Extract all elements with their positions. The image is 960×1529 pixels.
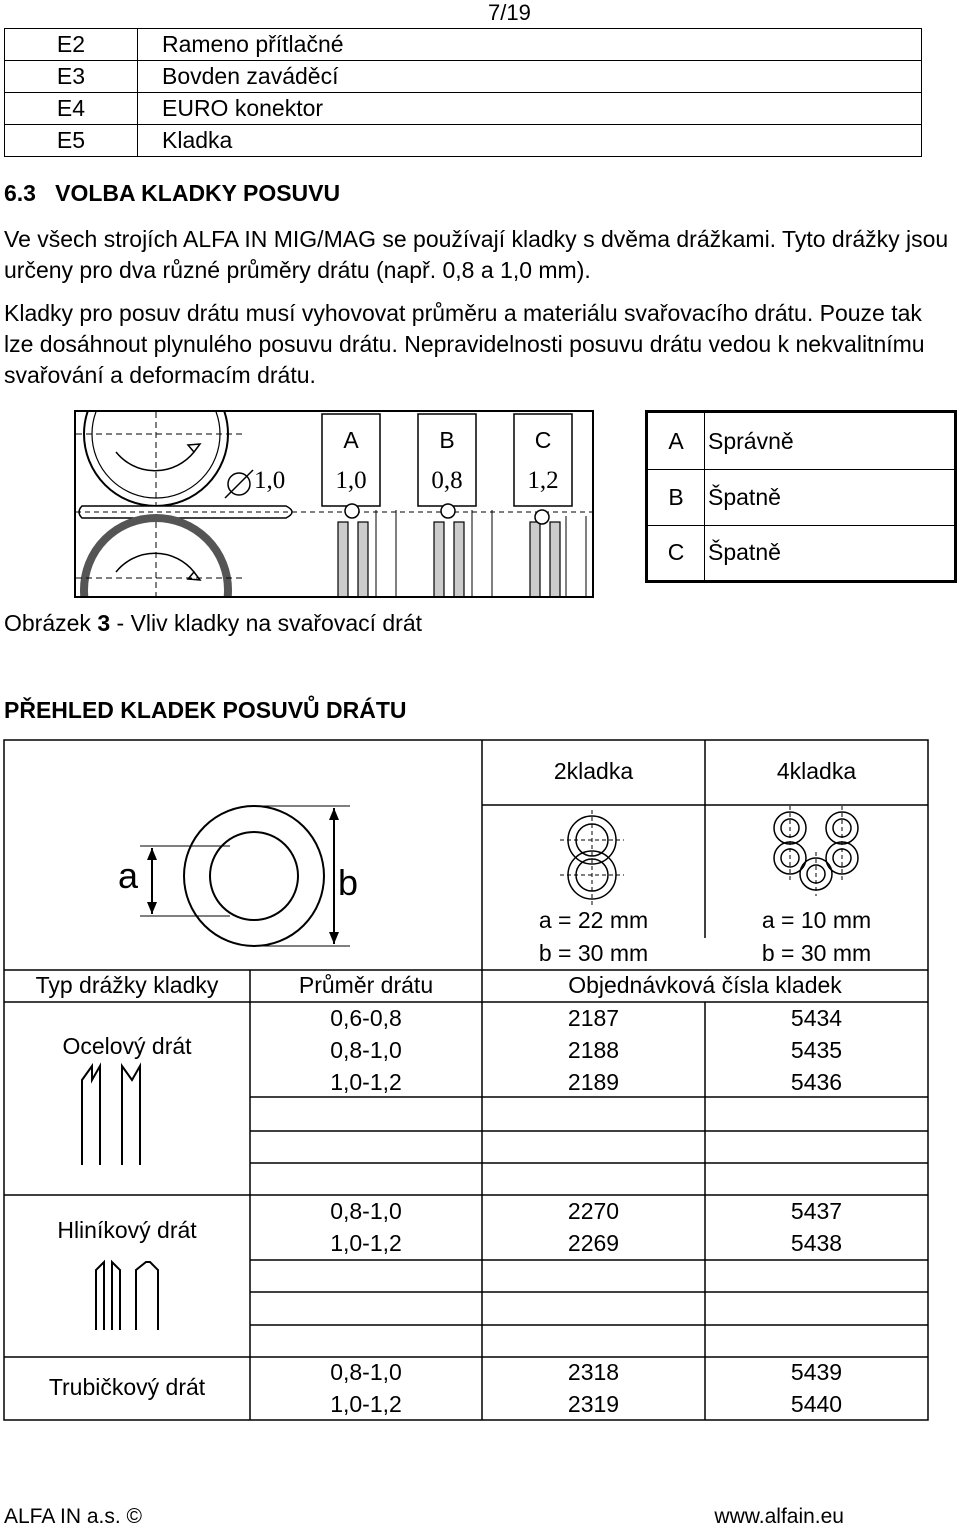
order-2: 2187 — [567, 1005, 620, 1031]
part-code: E3 — [5, 61, 138, 93]
col-2kladka: 2kladka — [553, 758, 634, 784]
part-name: Rameno přítlačné — [138, 29, 922, 61]
head-diameter: Průměr drátu — [298, 972, 434, 998]
dim-4-b: b = 30 mm — [761, 940, 872, 966]
legend-value: Správně — [708, 428, 794, 454]
wire-diameter: 1,0-1,2 — [330, 1069, 402, 1095]
legend-value: Špatně — [708, 484, 781, 510]
wire-diameter: 1,0-1,2 — [330, 1391, 402, 1417]
order-2: 2319 — [567, 1391, 620, 1417]
part-code: E5 — [5, 125, 138, 157]
order-4: 5435 — [790, 1037, 843, 1063]
order-4: 5434 — [790, 1005, 843, 1031]
dim-2-b: b = 30 mm — [538, 940, 649, 966]
order-2: 2188 — [567, 1037, 620, 1063]
page-number: 7/19 — [488, 0, 531, 25]
wire-diameter: 0,6-0,8 — [330, 1005, 402, 1031]
groove-value: 0,8 — [431, 467, 463, 494]
group-name: Trubičkový drát — [48, 1374, 206, 1400]
order-2: 2270 — [567, 1198, 620, 1224]
legend-key: C — [648, 525, 705, 580]
order-4: 5440 — [790, 1391, 843, 1417]
legend-key: B — [648, 469, 705, 525]
part-name: Bovden zaváděcí — [138, 61, 922, 93]
dim-b-label: b — [338, 862, 359, 903]
part-name: Kladka — [138, 125, 922, 157]
wire-diameter: 1,0-1,2 — [330, 1230, 402, 1256]
legend-key: A — [648, 413, 705, 469]
footer-company: ALFA IN a.s. © — [4, 1505, 143, 1528]
order-4: 5437 — [790, 1198, 843, 1224]
order-2: 2269 — [567, 1230, 620, 1256]
groove-key: A — [343, 427, 359, 453]
footer-website[interactable]: www.alfain.eu — [714, 1505, 844, 1528]
dim-2-a: a = 22 mm — [538, 907, 649, 933]
wire-diameter: 0,8-1,0 — [330, 1359, 402, 1385]
wire-diameter-label: 1,0 — [254, 467, 286, 494]
legend-value: Špatně — [708, 539, 781, 565]
caption-number: 3 — [97, 610, 111, 636]
section-title: 6.3 VOLBA KLADKY POSUVU — [4, 180, 341, 206]
col-4kladka: 4kladka — [776, 758, 857, 784]
wire-diameter: 0,8-1,0 — [330, 1037, 402, 1063]
dim-a-label: a — [118, 855, 139, 896]
groove-key: B — [439, 427, 455, 453]
section2-title: PŘEHLED KLADEK POSUVŮ DRÁTU — [4, 697, 407, 723]
head-type: Typ drážky kladky — [35, 972, 219, 998]
groove-value: 1,0 — [335, 467, 367, 494]
order-2: 2189 — [567, 1069, 620, 1095]
groove-value: 1,2 — [527, 467, 559, 494]
order-4: 5438 — [790, 1230, 843, 1256]
paragraph-1: Ve všech strojích ALFA IN MIG/MAG se používají kladky s dvěma drážkami. Tyto drážky jsou určeny pro dva různé průměry drátu (např. 0,8 a 1,0 mm). — [4, 226, 949, 283]
head-order: Objednávková čísla kladek — [568, 972, 842, 998]
paragraph-2: Kladky pro posuv drátu musí vyhovovat průměru a materiálu svařovacího drátu. Pouze tak lze dosáhnout plynulého posuvu drátu. Nepravidelnosti posuvu drátu vedou k nekvalitnímu svařování a deformacím drátu. — [4, 300, 925, 388]
part-name: EURO konektor — [138, 93, 922, 125]
wire-diameter: 0,8-1,0 — [330, 1198, 402, 1224]
caption-text: - Vliv kladky na svařovací drát — [110, 610, 423, 636]
group-name: Ocelový drát — [62, 1033, 192, 1059]
dim-4-a: a = 10 mm — [761, 907, 872, 933]
order-4: 5439 — [790, 1359, 843, 1385]
groove-key: C — [534, 427, 552, 453]
caption-prefix: Obrázek — [4, 610, 98, 636]
part-code: E2 — [5, 29, 138, 61]
part-code: E4 — [5, 93, 138, 125]
order-2: 2318 — [567, 1359, 620, 1385]
order-4: 5436 — [790, 1069, 843, 1095]
group-name: Hliníkový drát — [57, 1217, 197, 1243]
